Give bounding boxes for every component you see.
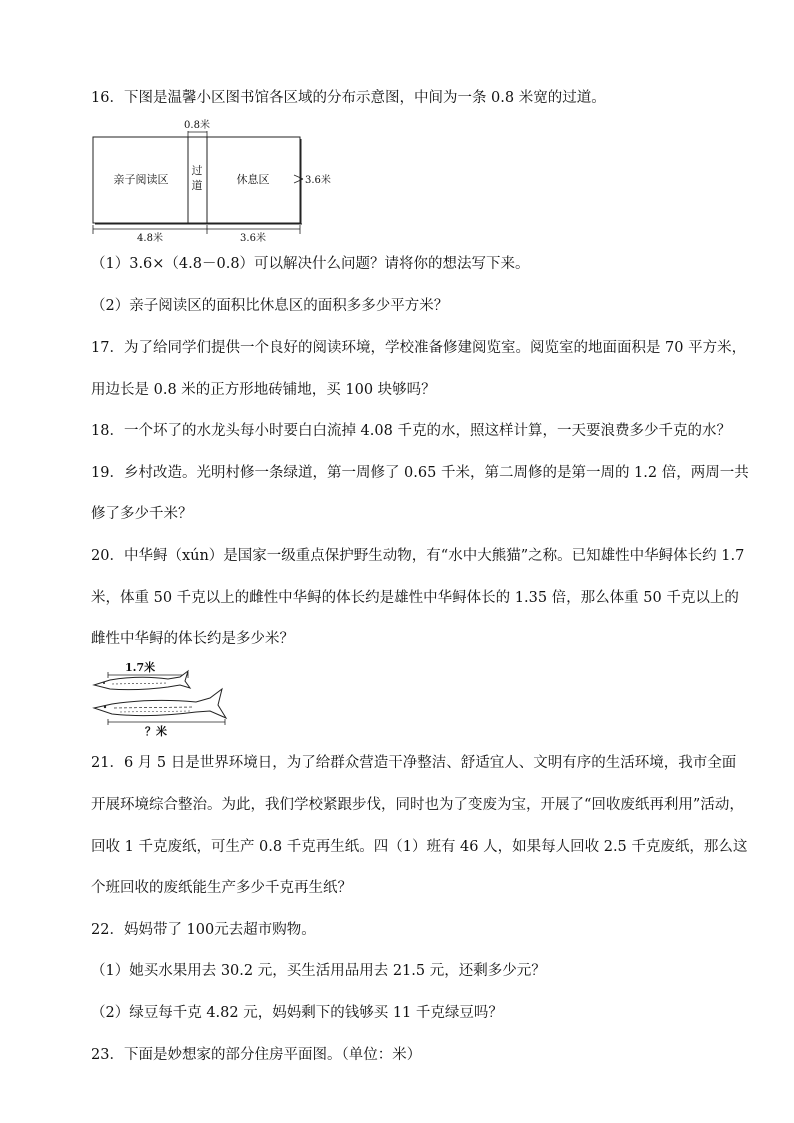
corridor-label-2: 道 [191, 179, 203, 192]
q23-text: 23．下面是妙想家的部分住房平面图。（单位：米） [91, 1047, 422, 1063]
q22-text: 22．妈妈带了 100元去超市购物。 [91, 922, 316, 938]
female-length-label: ？米 [145, 725, 167, 738]
q16-part1: （1）3.6×（4.8－0.8）可以解决什么问题？请将你的想法写下来。 [91, 256, 530, 272]
bottom-right-label: 3.6米 [240, 233, 266, 244]
q17-line2: 用边长是 0.8 米的正方形地砖铺地，买 100 块够吗？ [91, 382, 436, 398]
male-length-label: 1.7米 [125, 661, 156, 674]
q20-line1: 20．中华鲟（xún）是国家一级重点保护野生动物，有“水中大熊猫”之称。已知雄性中华鲟体长约 1.7 [91, 548, 745, 564]
q21-line4: 个班回收的废纸能生产多少千克再生纸？ [91, 880, 352, 896]
q18-text: 18．一个坏了的水龙头每小时要白白流掉 4.08 千克的水，照这样计算，一天要浪费多少千克的水？ [91, 423, 731, 439]
corridor-label-1: 过 [191, 164, 203, 177]
q22-part2: （2）绿豆每千克 4.82 元，妈妈剩下的钱够买 11 千克绿豆吗？ [91, 1005, 503, 1021]
library-layout-diagram [86, 113, 336, 245]
corridor-width-label: 0.8米 [184, 120, 210, 131]
sturgeon-diagram [90, 658, 230, 738]
q16-part2: （2）亲子阅读区的面积比休息区的面积多多少平方米？ [91, 298, 449, 314]
q22-part1: （1）她买水果用去 30.2 元，买生活用品用去 21.5 元，还剩多少元？ [91, 963, 546, 979]
zone-right-label: 休息区 [236, 173, 270, 186]
zone-left-label: 亲子阅读区 [113, 173, 169, 186]
bottom-left-label: 4.8米 [137, 233, 163, 244]
q17-line1: 17．为了给同学们提供一个良好的阅读环境，学校准备修建阅览室。阅览室的地面面积是 70 平方米， [91, 340, 747, 356]
female-sturgeon-icon [94, 689, 226, 718]
q21-line2: 开展环境综合整治。为此，我们学校紧跟步伐，同时也为了变废为宝，开展了“回收废纸再利用”活动， [91, 797, 744, 813]
q21-line1: 21．6 月 5 日是世界环境日，为了给群众营造干净整洁、舒适宜人、文明有序的生活环境，我市全面 [91, 755, 737, 771]
q16-text: 16．下图是温馨小区图书馆各区域的分布示意图，中间为一条 0.8 米宽的过道。 [91, 90, 606, 106]
q21-line3: 回收 1 千克废纸，可生产 0.8 千克再生纸。四（1）班有 46 人，如果每人回收 2.5 千克废纸，那么这 [91, 839, 748, 855]
height-label: 3.6米 [305, 175, 331, 186]
q20-line3: 雌性中华鲟的体长约是多少米？ [91, 631, 294, 647]
q19-line2: 修了多少千米？ [91, 506, 193, 522]
q19-line1: 19．乡村改造。光明村修一条绿道，第一周修了 0.65 千米，第二周修的是第一周的 1.2 倍，两周一共 [91, 465, 749, 481]
q20-line2: 米，体重 50 千克以上的雌性中华鲟的体长约是雄性中华鲟体长的 1.35 倍，那么体重 50 千克以上的 [91, 590, 739, 606]
